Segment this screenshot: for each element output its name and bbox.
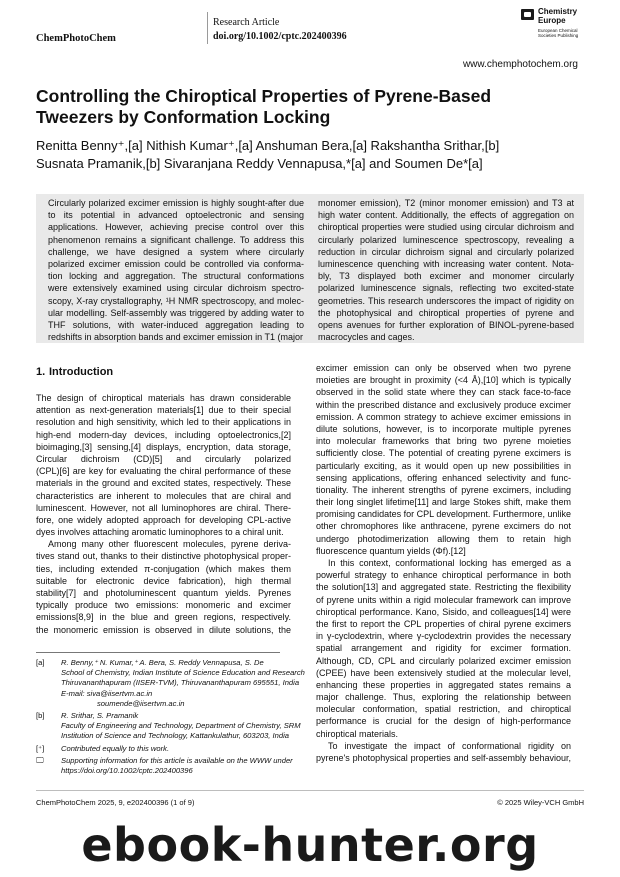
- text-line: the monomeric emission is observed in dilute solutions, the: [36, 624, 291, 635]
- text-line: dyes involves attaching aromatic luminophores to a chiral unit.: [36, 527, 284, 538]
- text-line: other chromophores like anthracene, pyrene excimers do not: [316, 521, 571, 532]
- logo-line2: Europe: [538, 16, 566, 25]
- author-line: Susnata Pramanik,[b] Sivaranjana Reddy Vennapusa,*[a] and Soumen De*[a]: [36, 156, 483, 171]
- footer-divider: [36, 790, 584, 791]
- article-type: Research Article: [213, 17, 280, 28]
- text-line: excimer emission can only be observed when two pyrene: [316, 363, 571, 373]
- text-line: luminescent. However, not all luminophores are chiral. There-: [36, 502, 291, 513]
- text-line: tives stand out, thanks to their distinctive photophysical proper-: [36, 551, 291, 562]
- text-line: fore, one widely adopted approach for developing CPL-active: [36, 514, 291, 525]
- text-line: Although, CD, CPL and circularly polarized excimer emission: [316, 655, 571, 666]
- text-line: particularly exciting, as it would open up new possibilities in: [316, 460, 571, 471]
- text-line: molecular conformation, spatial restriction, and chiroptical: [316, 704, 571, 715]
- text-line: dilute solutions, however, is to incorporate multiple pyrenes: [316, 423, 571, 434]
- journal-website-link[interactable]: www.chemphotochem.org: [462, 59, 578, 70]
- text-line: chiroptical materials.: [316, 728, 399, 739]
- text-line: applications. However, achieving precise control over this: [48, 222, 304, 233]
- text-line: pyrene's photophysical properties and self-assembly behaviour,: [316, 753, 571, 763]
- abstract-left-column: [48, 197, 304, 343]
- text-line: of pyrene units within a rigid molecular framework can improve: [316, 594, 571, 605]
- text-line: the first to report the CPL properties of chiral pyrene excimers: [316, 618, 571, 629]
- text-line: the photophysical and chiroptical properties of pyrene and: [318, 307, 574, 318]
- text-line: within the prescribed distance and exclusively produce excimer: [316, 399, 571, 410]
- text-line: emissions[8,9] in the blue and green regions, respectively.: [36, 612, 291, 623]
- text-line: high-end modern-day devices, including optoelectronics,[2]: [36, 429, 291, 440]
- text-line: resolution and high sensitivity, which led to their applications in: [36, 417, 291, 428]
- text-line: (CPL)[6] are key for evaluating the chiral performance of these: [36, 466, 291, 477]
- text-line: bly, T3 displayed both excimer and monomer circularly: [318, 271, 574, 282]
- affiliation-line[interactable]: https://doi.org/10.1002/cptc.202400396: [61, 765, 193, 775]
- text-line: chiroptical properties were studied using circular dichroism and: [318, 222, 574, 233]
- text-line: chiroptical performance. Kano, Sisido, and colleagues[14] were: [316, 606, 571, 617]
- text-line: the solution[13] and aggregated state. Restricting the flexibility: [316, 582, 571, 593]
- text-line: polarized excimer emission could be controlled via conforma-: [48, 258, 304, 269]
- text-line: circularly polarized luminescence spectroscopy, revealing a: [318, 234, 574, 245]
- text-line: monomer emission), T2 (minor monomer emission) and T3 at: [318, 198, 574, 208]
- text-line: characteristics are inherent to molecules that are chiral and: [36, 490, 291, 501]
- section-title: Introduction: [49, 366, 114, 378]
- text-line: observed in the solid state where they can stack face-to-face: [316, 387, 571, 398]
- text-line: geometries. This research underscores the impact of rigidity on: [318, 295, 574, 306]
- text-line: sufficiently close. The potential of creating pyrene excimers is: [316, 448, 571, 459]
- logo-icon: [521, 9, 534, 20]
- author-list: [36, 137, 586, 173]
- watermark-text: ebook-hunter.org: [81, 818, 539, 872]
- footer-citation: ChemPhotoChem 2025, 9, e202400396 (1 of 9): [36, 798, 195, 807]
- body-right-column: [316, 362, 571, 764]
- text-line: attention as next-generation materials[1] due to their special: [36, 405, 291, 416]
- text-line: redshifts in absorption bands and excimer emission in T1 (major: [48, 332, 303, 343]
- chemistry-europe-logo: [521, 7, 591, 45]
- text-line: sensing applications, offering enhanced selectivity and func-: [316, 472, 571, 483]
- text-line: fluorescence quantum yields (Φf).[12]: [316, 545, 466, 556]
- text-line: (CPEE) have been extensively studied at the molecular level,: [316, 667, 571, 678]
- affiliation-line: R. Srithar, S. Pramanik: [61, 711, 139, 720]
- title-line: Controlling the Chiroptical Properties of Pyrene-Based: [36, 86, 492, 106]
- affiliation-line: R. Benny,⁺ N. Kumar,⁺ A. Bera, S. Reddy Vennapusa, S. De: [61, 658, 264, 667]
- text-line: tion locking and aggregation. The structural conformations: [48, 271, 304, 282]
- affiliation-line: Faculty of Engineering and Technology, Department of Chemistry, SRM: [61, 721, 301, 731]
- abstract-right-column: [318, 197, 574, 343]
- affiliation-tag: [⁺]: [36, 743, 45, 753]
- text-line: to its potential in advanced optoelectronic and sensing: [48, 210, 304, 221]
- text-line: materials in the ground and excited states, respectively. These: [36, 478, 291, 489]
- doi-link[interactable]: doi.org/10.1002/cptc.202400396: [213, 31, 347, 42]
- header-divider: [207, 12, 208, 44]
- affiliation-line: Thiruvananthapuram (IISER-TVM), Thiruvananthapuram 695551, India: [61, 678, 300, 688]
- text-line: Circular dichroism (CD)[5] and circularly polarized: [36, 453, 291, 464]
- text-line: ties, including extended π-conjugation (which makes them: [36, 563, 291, 574]
- text-line: scopy, X-ray crystallography, ¹H NMR spectroscopy, and molec-: [48, 295, 304, 306]
- text-line: into molecular frameworks that bring two pyrene moieties: [316, 436, 571, 447]
- text-line: reduction in circular dichroism signal and circularly polarized: [318, 246, 574, 257]
- affiliation-line: Supporting information for this article is available on the WWW under: [61, 755, 293, 765]
- title-line: Tweezers by Conformation Locking: [36, 107, 331, 127]
- body-left-column: [36, 392, 291, 636]
- text-line: phenomenon remains a significant challenge. To address this: [48, 234, 304, 245]
- text-line: major challenge. Thus, exploring the relationship between: [316, 692, 571, 703]
- affiliation-line: Institution of Science and Technology, Kattankulathur, 603203, India: [61, 731, 289, 741]
- affiliation-divider: [36, 652, 280, 653]
- text-line: tionality. The inherent strengths of pyrene excimers, including: [316, 484, 571, 495]
- text-line: Circularly polarized excimer emission is highly sought-after due: [48, 198, 304, 208]
- text-line: undergo photodimerization allowing them to retain high: [316, 533, 571, 544]
- text-line: performance is crucial for the design of high-performance: [316, 716, 571, 727]
- text-line: stability[7] and photoluminescent quantum yields. Pyrenes: [36, 588, 291, 598]
- supporting-info-icon: 🖵: [36, 755, 44, 765]
- text-line: opens avenues for further exploration of BINOL-pyrene-based: [318, 319, 574, 330]
- logo-sub1: European Chemical: [538, 28, 578, 33]
- affiliation-line[interactable]: E-mail: siva@iisertvm.ac.in: [61, 688, 153, 698]
- text-line: their long singlet lifetime[11] and large Stokes shift, make them: [316, 497, 571, 508]
- article-title: [36, 86, 556, 128]
- affiliation-line[interactable]: soumende@iisertvm.ac.in: [97, 698, 185, 708]
- text-line: polarized luminescence signals, reflecting two excited-state: [318, 283, 574, 294]
- text-line: Among many other fluorescent molecules, pyrene deriva-: [48, 539, 291, 550]
- text-line: spatial arrangement and rigidity for excimer formation.: [316, 643, 571, 654]
- affiliation-tag: [a]: [36, 658, 45, 667]
- abstract-box: [36, 194, 584, 343]
- affiliation-line: School of Chemistry, Indian Institute of Science Education and Research: [61, 668, 305, 678]
- footer-copyright: © 2025 Wiley-VCH GmbH: [497, 798, 584, 807]
- text-line: luminescence quenching with increasing water content. Nota-: [318, 258, 574, 269]
- affiliation-line: Contributed equally to this work.: [61, 743, 170, 753]
- text-line: In this context, conformational locking has emerged as a: [328, 558, 571, 568]
- logo-line1: Chemistry: [538, 7, 578, 16]
- text-line: promising candidates for CPL development. Furthermore, unlike: [316, 509, 571, 520]
- journal-name: ChemPhotoChem: [36, 33, 116, 44]
- text-line: powerful strategy to enhance chiroptical performance in both: [316, 570, 571, 581]
- affiliation-tag: [b]: [36, 711, 45, 720]
- text-line: suitable for electronic device fabrication), high thermal: [36, 575, 291, 586]
- text-line: were extensively examined using circular dichroism spectro-: [48, 283, 304, 294]
- logo-sub2: Societies Publishing: [538, 33, 579, 38]
- text-line: bioimaging,[3] sensing,[4] displays, encryption, data storage,: [36, 441, 291, 452]
- text-line: macrocycles and cages.: [318, 332, 415, 343]
- text-line: ular modelling. Self-assembly was triggered by adding water to: [48, 307, 304, 318]
- text-line: The design of chiroptical materials has drawn considerable: [36, 393, 291, 403]
- text-line: moieties are brought in proximity (<4 Å),[10] which is typically: [316, 375, 571, 386]
- text-line: challenge, we have designed a system where circularly: [48, 246, 304, 257]
- text-line: To investigate the impact of conformational rigidity on: [328, 740, 571, 751]
- section-number: 1.: [36, 366, 46, 378]
- text-line: enhancing these properties in aggregated states remains a: [316, 679, 571, 690]
- text-line: high water content. Additionally, the effects of aggregation on: [318, 210, 574, 221]
- author-line: Renitta Benny⁺,[a] Nithish Kumar⁺,[a] Anshuman Bera,[a] Rakshantha Srithar,[b]: [36, 138, 500, 153]
- text-line: in γ-cyclodextrin, where γ-cyclodextrin provides the necessary: [316, 631, 571, 642]
- text-line: typically produce two emissions: monomeric and excimer: [36, 600, 291, 611]
- text-line: THF solutions, with water-induced aggregation leading to: [48, 319, 304, 330]
- text-line: emission. A common strategy to achieve excimer emissions in: [316, 411, 571, 422]
